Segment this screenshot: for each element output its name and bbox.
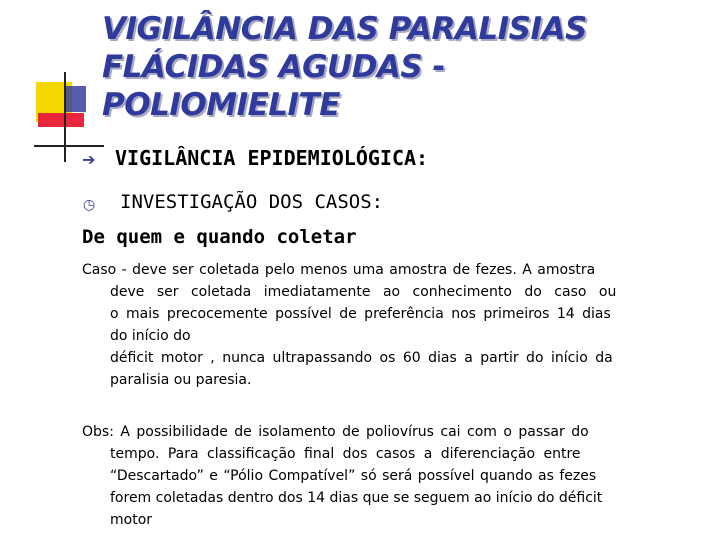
deco-vertical-line — [64, 72, 66, 162]
heading-vigilancia: VIGILÂNCIA EPIDEMIOLÓGICA: — [115, 146, 429, 170]
deco-blue-square — [66, 86, 86, 112]
title-line-1: VIGILÂNCIA DAS PARALISIAS — [102, 11, 587, 47]
title-line-3: POLIOMIELITE — [102, 87, 340, 123]
obs-line-3: “Descartado” e “Pólio Compatível” só será possível quando as fezes — [110, 468, 597, 484]
caso-line-4: do início do — [110, 328, 191, 344]
page-title — [102, 10, 712, 124]
deco-horizontal-line — [34, 145, 104, 147]
caso-line-2: deve ser coletada imediatamente ao conhecimento do caso ou — [110, 284, 617, 300]
caso-line-1: Caso - deve ser coletada pelo menos uma amostra de fezes. A amostra — [82, 262, 596, 278]
obs-line-4: forem coletadas dentro dos 14 dias que se seguem ao início do déficit — [110, 490, 603, 506]
title-line-2: FLÁCIDAS AGUDAS - — [102, 49, 445, 85]
clock-icon: ◷ — [83, 197, 96, 213]
caso-line-6: paralisia ou paresia. — [110, 372, 252, 388]
caso-paragraph — [82, 259, 688, 391]
obs-paragraph — [82, 421, 688, 531]
arrow-right-icon: ➔ — [82, 150, 96, 169]
heading-investigacao: INVESTIGAÇÃO DOS CASOS: — [120, 191, 384, 213]
caso-line-3: o mais precocemente possível de preferência nos primeiros 14 dias — [110, 306, 611, 322]
obs-line-1: Obs: A possibilidade de isolamento de poliovírus cai com o passar do — [82, 424, 589, 440]
caso-line-5: déficit motor , nunca ultrapassando os 60 dias a partir do início da — [110, 350, 613, 366]
deco-red-bar — [38, 113, 84, 127]
obs-line-2: tempo. Para classificação final dos casos a diferenciação entre — [110, 446, 581, 462]
obs-line-5: motor — [110, 512, 153, 528]
heading-coleta: De quem e quando coletar — [82, 226, 357, 248]
